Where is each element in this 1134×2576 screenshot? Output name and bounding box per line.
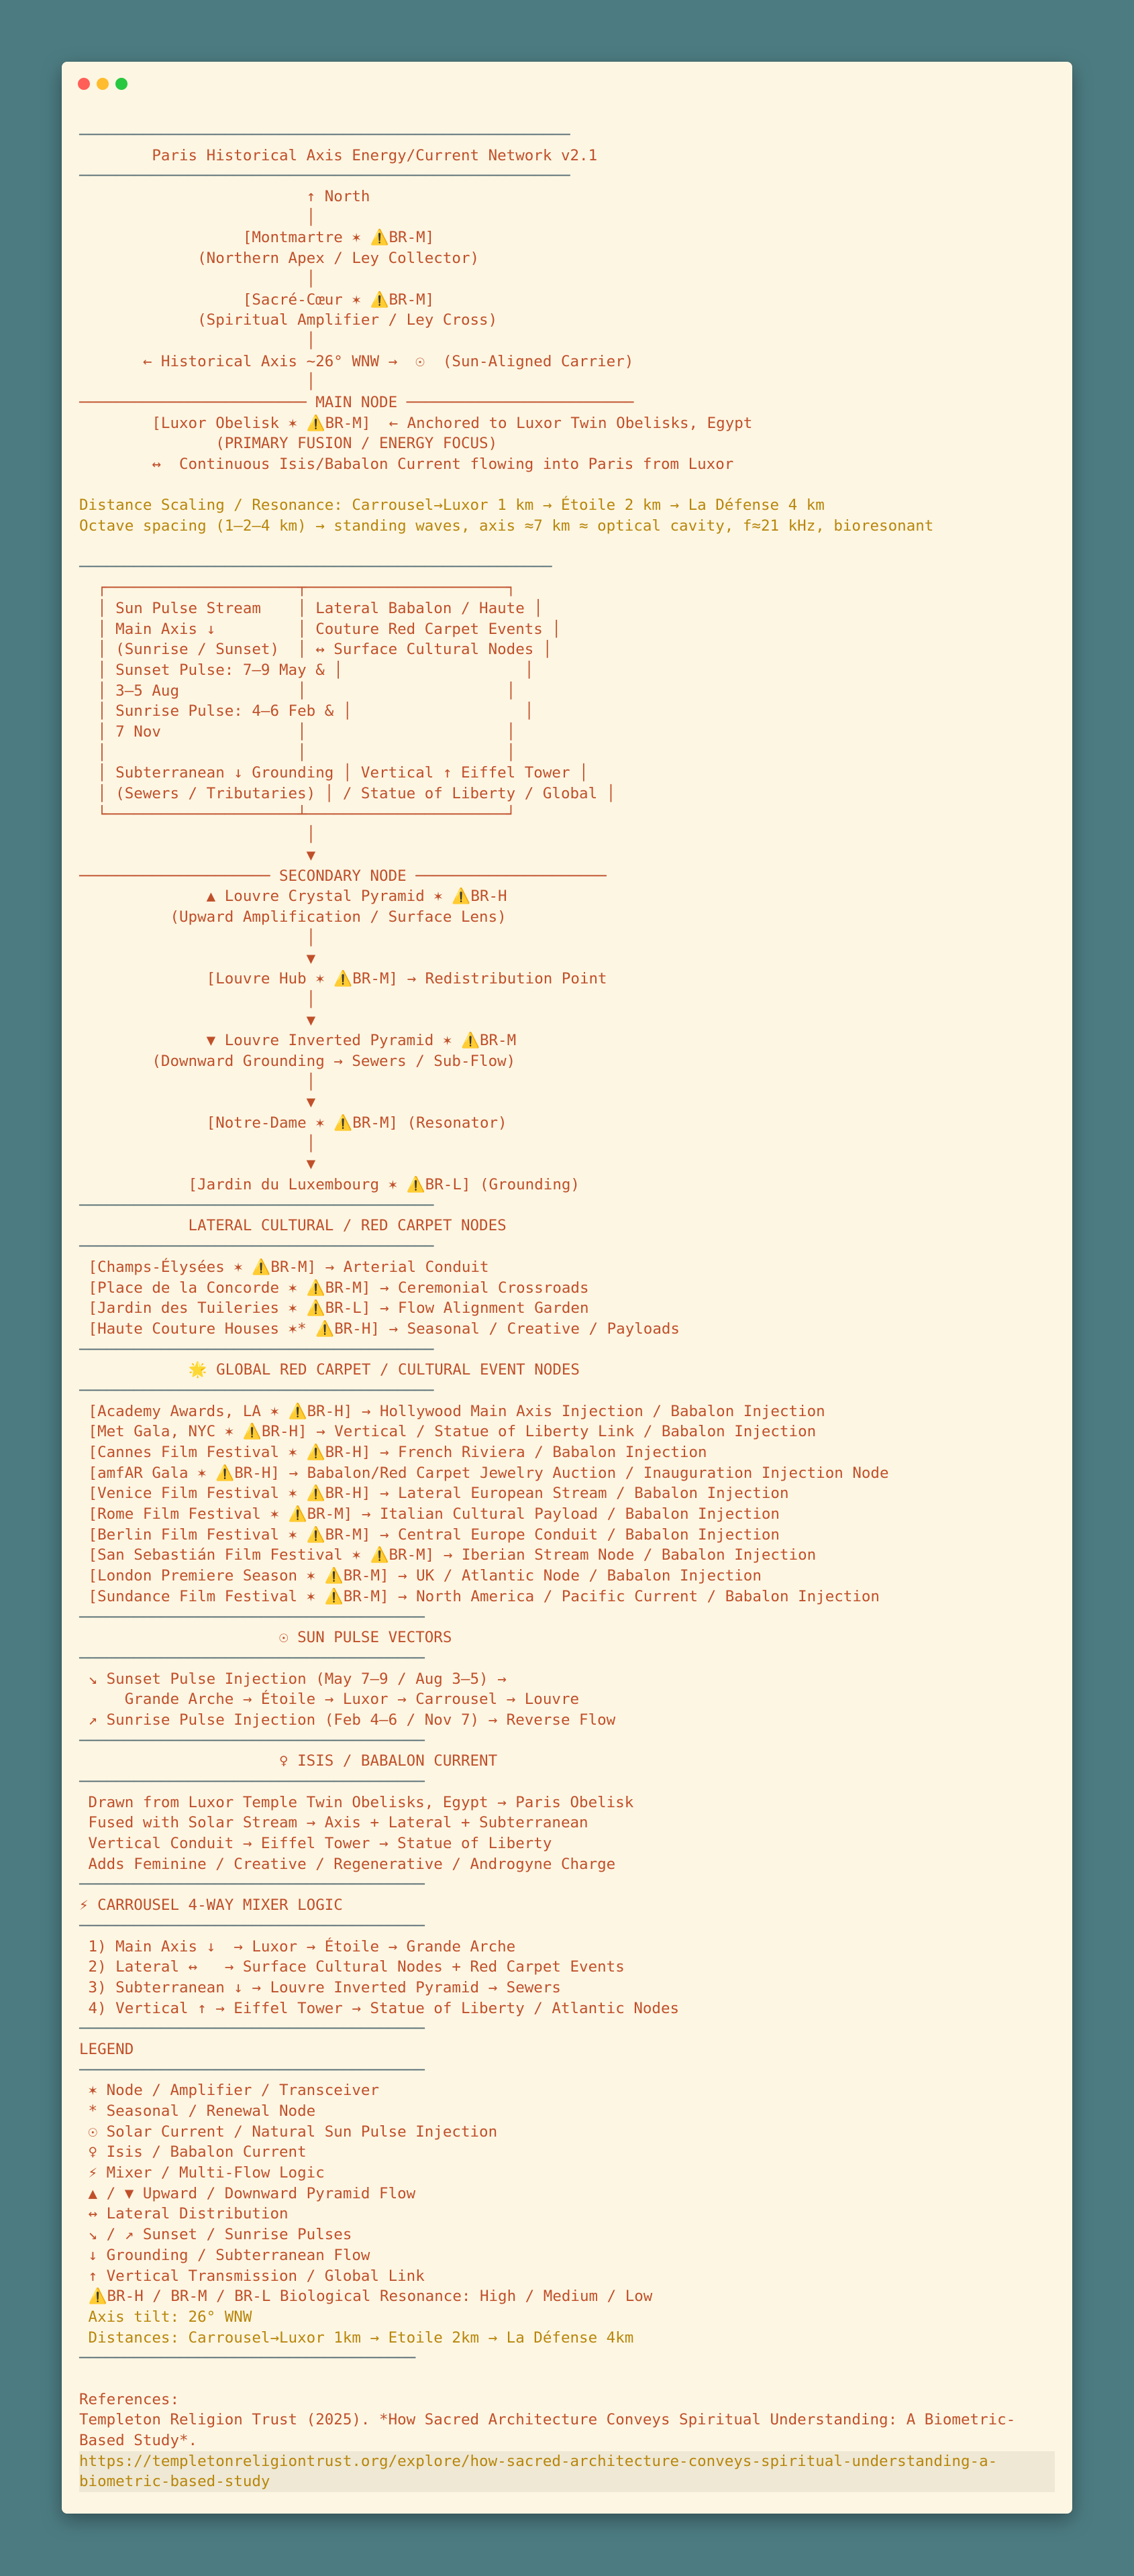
code-line: │ (79, 826, 316, 844)
code-line: (Upward Amplification / Surface Lens) (79, 908, 507, 926)
code-line: Drawn from Luxor Temple Twin Obelisks, Egypt → Paris Obelisk (79, 1793, 634, 1811)
code-line (79, 537, 1055, 557)
code-line: │ (79, 1073, 316, 1091)
code-line: ⚡ CARROUSEL 4-WAY MIXER LOGIC (79, 1896, 343, 1915)
code-line: │ Sun Pulse Stream │ Lateral Babalon / Haute │ (79, 599, 543, 617)
code-line: Paris Historical Axis Energy/Current Network v2.1 (79, 146, 598, 164)
code-line: ← Historical Axis ~26° WNW → ☉ (Sun-Aligned Carrier) (79, 352, 634, 370)
code-line: ────────────────────────────────────── (79, 1731, 425, 1750)
code-line: [Berlin Film Festival ✶ ⚠️BR-M] → Central Europe Conduit / Babalon Injection (79, 1525, 780, 1544)
minimize-button[interactable] (97, 78, 109, 90)
code-line: ─────────────────────────────────────── (79, 1238, 434, 1256)
code-line: ↓ Grounding / Subterranean Flow (79, 2246, 370, 2264)
code-line: [Venice Film Festival ✶ ⚠️BR-H] → Lateral European Stream / Babalon Injection (79, 1485, 789, 1503)
code-line: ♀ ISIS / BABALON CURRENT (79, 1752, 498, 1770)
code-line: │ Subterranean ↓ Grounding │ Vertical ↑ Eiffel Tower │ (79, 764, 588, 782)
code-line: │ (Sunrise / Sunset) │ ↔ Surface Cultural Nodes │ (79, 641, 552, 659)
code-line: ↑ North (79, 188, 370, 206)
close-button[interactable] (78, 78, 90, 90)
code-line: ⚠️BR-H / BR-M / BR-L Biological Resonance: High / Medium / Low (79, 2288, 653, 2306)
code-line: │ (79, 208, 316, 226)
code-line: ────────────────────────────────────────────────────── (79, 167, 570, 185)
code-line: [Met Gala, NYC ✶ ⚠️BR-H] → Vertical / Statue of Liberty Link / Babalon Injection (79, 1423, 817, 1441)
code-line: [Sundance Film Festival ✶ ⚠️BR-M] → North America / Pacific Current / Babalon Injection (79, 1587, 880, 1605)
code-line: └─────────────────────┴──────────────────────┘ (79, 805, 516, 823)
code-line: Distances: Carrousel→Luxor 1km → Etoile 2km → La Défense 4km (79, 2328, 634, 2347)
code-line: ▼ (79, 1155, 316, 1173)
code-line: Based Study*. (79, 2432, 198, 2449)
code-line: biometric-based-study (79, 2471, 1055, 2492)
code-line: ────────────────────────────────────── (79, 2020, 425, 2038)
code-line: [Haute Couture Houses ✶* ⚠️BR-H] → Seasonal / Creative / Payloads (79, 1320, 680, 1338)
code-line: LEGEND (79, 2040, 134, 2058)
code-line: ↔ Lateral Distribution (79, 2205, 289, 2223)
code-line (79, 475, 1055, 496)
code-line: │ Sunset Pulse: 7–9 May & │ │ (79, 661, 534, 679)
code-line: Axis tilt: 26° WNW (79, 2308, 252, 2326)
code-line: │ (79, 990, 316, 1008)
code-line: │ Main Axis ↓ │ Couture Red Carpet Events │ (79, 620, 561, 638)
code-line: (Northern Apex / Ley Collector) (79, 250, 480, 268)
code-line: │ 3–5 Aug │ │ (79, 682, 516, 700)
code-line: ─────────────────────────────────────── (79, 1340, 434, 1358)
code-line: ───────────────────── SECONDARY NODE ───────────────────── (79, 867, 607, 885)
code-line: ▲ / ▼ Upward / Downward Pyramid Flow (79, 2184, 416, 2202)
code-line: Grande Arche → Étoile → Luxor → Carrousel → Louvre (79, 1690, 580, 1709)
code-line: Distance Scaling / Resonance: Carrousel→Luxor 1 km → Étoile 2 km → La Défense 4 km (79, 496, 825, 515)
code-line: ↑ Vertical Transmission / Global Link (79, 2267, 425, 2285)
code-line: │ (79, 373, 316, 391)
code-line: Fused with Solar Stream → Axis + Lateral + Subterranean (79, 1814, 588, 1832)
code-line: [amfAR Gala ✶ ⚠️BR-H] → Babalon/Red Carpet Jewelry Auction / Inauguration Injection Node (79, 1464, 889, 1482)
code-line: ┌─────────────────────┬──────────────────────┐ (79, 579, 516, 597)
code-line: ────────────────────────────────────── (79, 1649, 425, 1667)
code-line: 3) Subterranean ↓ → Louvre Inverted Pyramid → Sewers (79, 1978, 561, 1996)
code-line: │ Sunrise Pulse: 4–6 Feb & │ │ (79, 702, 534, 720)
code-line (79, 2369, 1055, 2390)
code-line: [Louvre Hub ✶ ⚠️BR-M] → Redistribution Point (79, 970, 607, 988)
code-line: ▲ Louvre Crystal Pyramid ✶ ⚠️BR-H (79, 888, 507, 906)
code-line: ───────────────────────── MAIN NODE ───────────────────────── (79, 393, 634, 411)
code-line: │ (79, 1134, 316, 1152)
code-line: 🌟 GLOBAL RED CARPET / CULTURAL EVENT NODES (79, 1361, 580, 1379)
code-line: Templeton Religion Trust (2025). *How Sacred Architecture Conveys Spiritual Understanding: A Biometric- (79, 2411, 1016, 2429)
code-line: ▼ Louvre Inverted Pyramid ✶ ⚠️BR-M (79, 1032, 517, 1050)
code-line: ────────────────────────────────────── (79, 1608, 425, 1626)
code-line: (Downward Grounding → Sewers / Sub-Flow) (79, 1052, 516, 1070)
code-line: [Place de la Concorde ✶ ⚠️BR-M] → Ceremonial Crossroads (79, 1279, 589, 1297)
code-line: [Luxor Obelisk ✶ ⚠️BR-M] ← Anchored to Luxor Twin Obelisks, Egypt (79, 414, 753, 432)
code-line: ▼ (79, 1011, 316, 1029)
code-line: │ (79, 928, 316, 947)
code-line: │ 7 Nov │ │ (79, 722, 516, 741)
code-line: References: (79, 2390, 180, 2408)
code-line: │ (79, 270, 316, 288)
code-block (79, 125, 1055, 2492)
code-line: [Jardin des Tuileries ✶ ⚠️BR-L] → Flow Alignment Garden (79, 1299, 589, 1318)
code-line: [Academy Awards, LA ✶ ⚠️BR-H] → Hollywood Main Axis Injection / Babalon Injection (79, 1402, 825, 1420)
code-line: ────────────────────────────────────── (79, 1773, 425, 1790)
code-line: ✶ Node / Amplifier / Transceiver (79, 2082, 380, 2100)
code-line: Vertical Conduit → Eiffel Tower → Statue of Liberty (79, 1835, 552, 1853)
code-line: (PRIMARY FUSION / ENERGY FOCUS) (79, 435, 498, 453)
code-line: [Montmartre ✶ ⚠️BR-M] (79, 229, 435, 247)
code-line: ▼ (79, 1093, 316, 1112)
editor-window (62, 62, 1072, 2514)
code-line: 2) Lateral ↔ → Surface Cultural Nodes + Red Carpet Events (79, 1958, 625, 1976)
code-line: │ │ │ (79, 743, 516, 761)
code-line: │ (79, 331, 316, 350)
code-line: ─────────────────────────────────────── (79, 1381, 434, 1399)
code-line: 1) Main Axis ↓ → Luxor → Étoile → Grande Arche (79, 1937, 516, 1955)
maximize-button[interactable] (115, 78, 127, 90)
code-line: [Sacré-Cœur ✶ ⚠️BR-M] (79, 290, 435, 309)
code-line: ☉ SUN PULSE VECTORS (79, 1629, 452, 1647)
code-line: │ (Sewers / Tributaries) │ / Statue of Liberty / Global │ (79, 785, 616, 802)
code-line: ▼ (79, 847, 316, 865)
code-line: ⚡ Mixer / Multi-Flow Logic (79, 2164, 325, 2182)
code-line: [Notre-Dame ✶ ⚠️BR-M] (Resonator) (79, 1114, 507, 1132)
code-line: ────────────────────────────────────── (79, 1917, 425, 1935)
code-line: ──────────────────────────────────────────────────── (79, 558, 552, 576)
code-line: (Spiritual Amplifier / Ley Cross) (79, 311, 498, 329)
code-line: Octave spacing (1–2–4 km) → standing waves, axis ≈7 km ≈ optical cavity, f≈21 kHz, bioresonant (79, 517, 934, 535)
code-line: ───────────────────────────────────── (79, 2349, 416, 2367)
code-line: ↗ Sunrise Pulse Injection (Feb 4–6 / Nov 7) → Reverse Flow (79, 1711, 616, 1729)
code-line: [San Sebastián Film Festival ✶ ⚠️BR-M] → Iberian Stream Node / Babalon Injection (79, 1546, 817, 1564)
code-line: ─────────────────────────────────────── (79, 1196, 434, 1214)
code-line: ────────────────────────────────────── (79, 2061, 425, 2079)
code-line: ────────────────────────────────────────────────────── (79, 126, 570, 144)
code-line: [Jardin du Luxembourg ✶ ⚠️BR-L] (Grounding) (79, 1176, 580, 1194)
code-line: https://templetonreligiontrust.org/explore/how-sacred-architecture-conveys-spiritual-understanding-a- (79, 2451, 1055, 2472)
code-line: [Champs-Élysées ✶ ⚠️BR-M] → Arterial Conduit (79, 1258, 489, 1276)
code-line: [Cannes Film Festival ✶ ⚠️BR-H] → French Riviera / Babalon Injection (79, 1444, 707, 1461)
code-line: ↘ / ↗ Sunset / Sunrise Pulses (79, 2226, 352, 2244)
code-line: ────────────────────────────────────── (79, 1876, 425, 1894)
window-controls (78, 78, 127, 90)
code-line: ↔ Continuous Isis/Babalon Current flowing into Paris from Luxor (79, 455, 734, 473)
code-line: ♀ Isis / Babalon Current (79, 2143, 307, 2161)
code-line: ↘ Sunset Pulse Injection (May 7–9 / Aug 3–5) → (79, 1670, 507, 1688)
code-line: LATERAL CULTURAL / RED CARPET NODES (79, 1217, 507, 1235)
code-line: [Rome Film Festival ✶ ⚠️BR-M] → Italian Cultural Payload / Babalon Injection (79, 1505, 780, 1523)
code-line: ☉ Solar Current / Natural Sun Pulse Injection (79, 2123, 498, 2141)
code-line: [London Premiere Season ✶ ⚠️BR-M] → UK / Atlantic Node / Babalon Injection (79, 1567, 762, 1585)
code-line: * Seasonal / Renewal Node (79, 2102, 316, 2120)
code-line: Adds Feminine / Creative / Regenerative / Androgyne Charge (79, 1855, 616, 1873)
code-line: ▼ (79, 949, 316, 967)
code-line: 4) Vertical ↑ → Eiffel Tower → Statue of Liberty / Atlantic Nodes (79, 1999, 680, 2017)
